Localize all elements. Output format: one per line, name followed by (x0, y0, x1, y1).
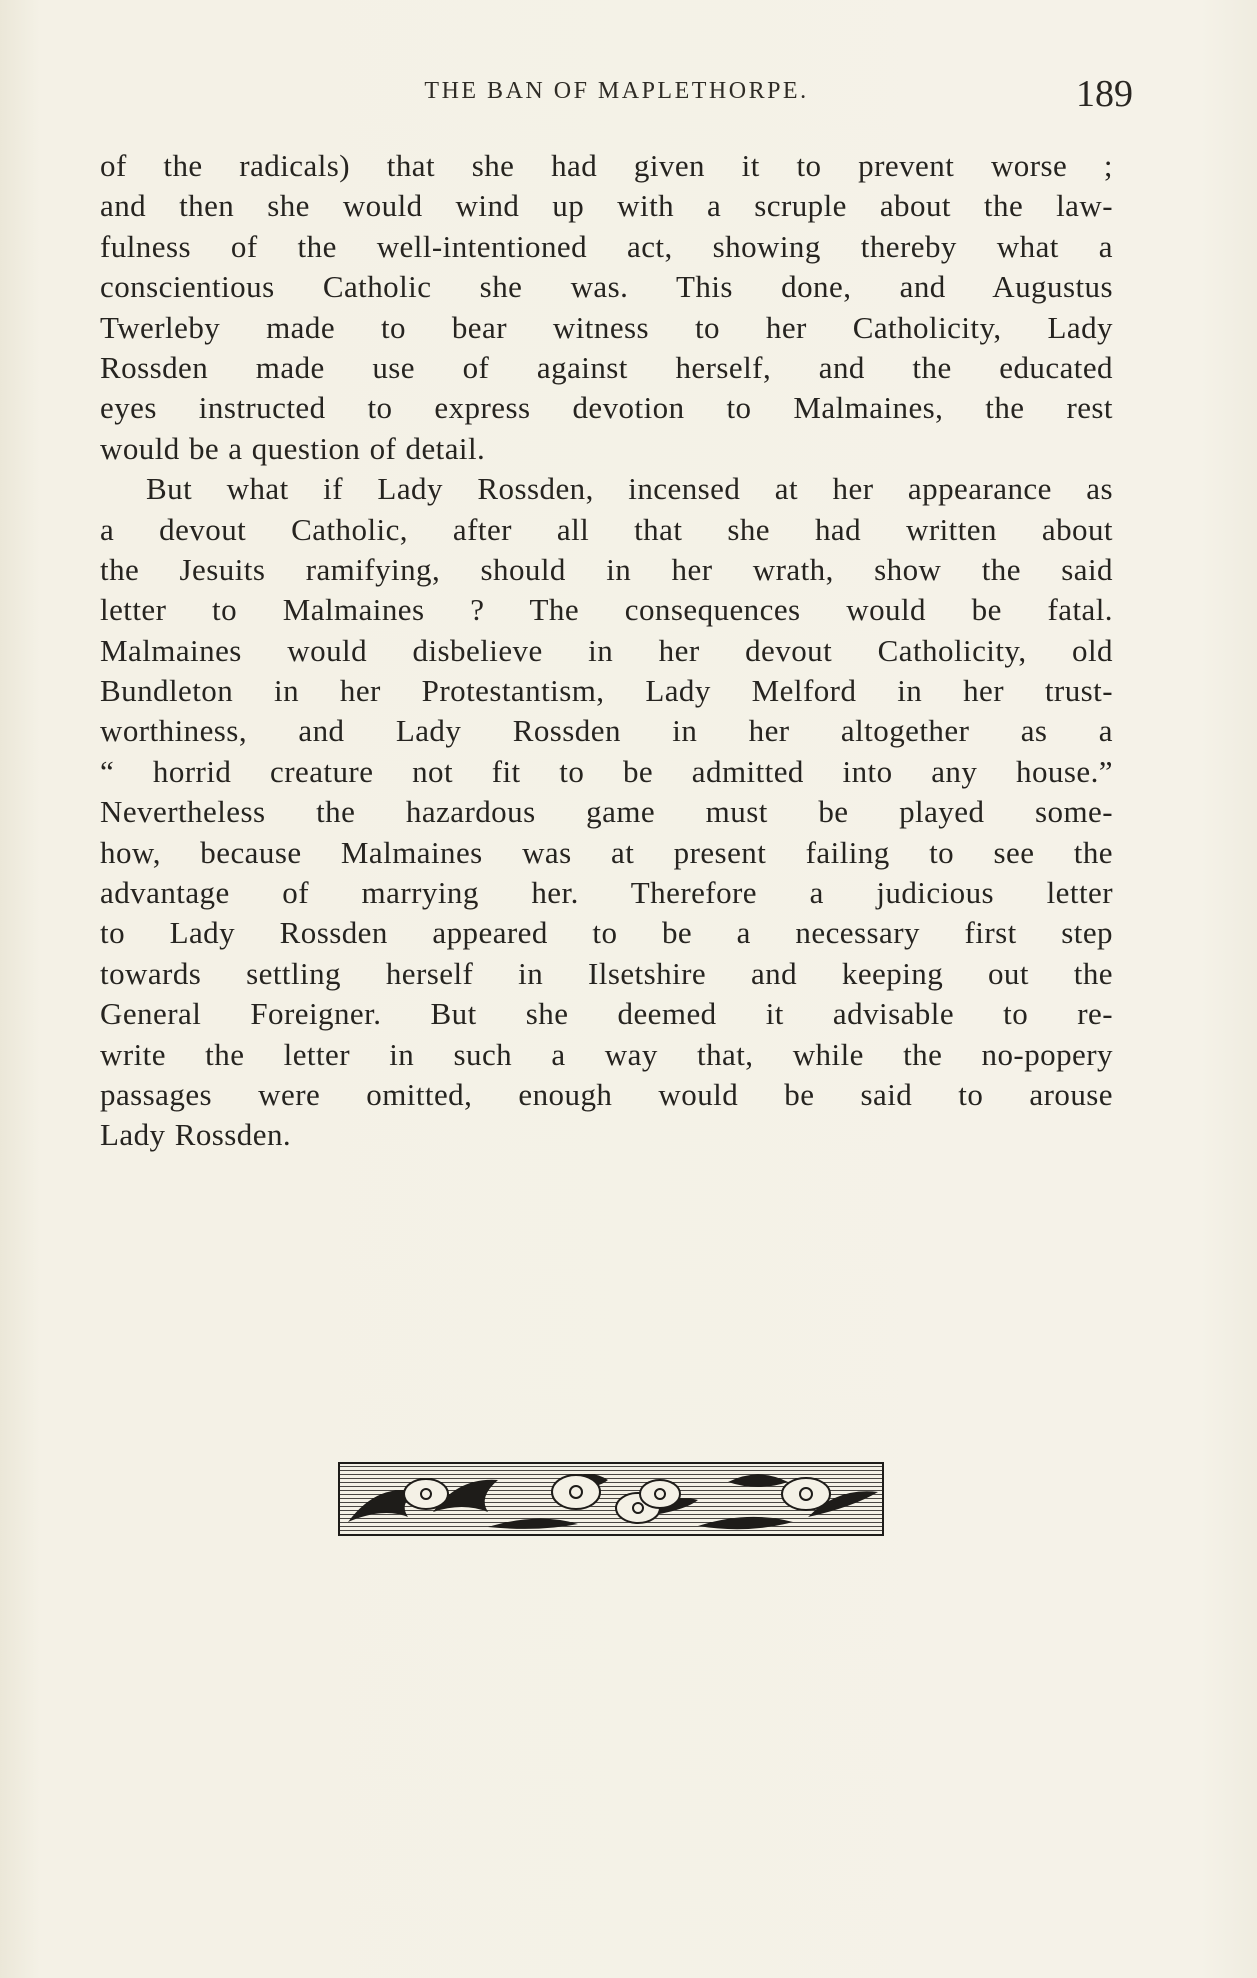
text-line: eyes instructed to express devotion to Malmaines, the rest (100, 390, 1113, 426)
text-line: to Lady Rossden appeared to be a necessary first step (100, 915, 1113, 951)
text-line: Rossden made use of against herself, and the educated (100, 349, 1113, 385)
text-line: would be a question of detail. (100, 430, 486, 466)
text-line: General Foreigner. But she deemed it advisable to re- (100, 996, 1113, 1032)
text-line: write the letter in such a way that, while the no-popery (100, 1036, 1113, 1072)
text-line: letter to Malmaines ? The consequences would be fatal. (100, 592, 1113, 628)
text-line: advantage of marrying her. Therefore a judicious letter (100, 875, 1113, 911)
text-line: the Jesuits ramifying, should in her wrath, show the said (100, 551, 1113, 587)
text-line: a devout Catholic, after all that she had written about (100, 511, 1113, 547)
text-line: how, because Malmaines was at present failing to see the (100, 834, 1113, 870)
text-line: Bundleton in her Protestantism, Lady Melford in her trust- (100, 673, 1113, 709)
text-line: conscientious Catholic she was. This done, and Augustus (100, 269, 1113, 305)
floral-tailpiece-icon (338, 1462, 884, 1536)
page-number: 189 (1076, 73, 1133, 115)
running-head (100, 72, 1133, 115)
body-text (100, 146, 1113, 1156)
text-line: worthiness, and Lady Rossden in her altogether as a (100, 713, 1113, 749)
text-line: and then she would wind up with a scruple about the law- (100, 188, 1113, 224)
text-line: But what if Lady Rossden, incensed at her appearance as (146, 471, 1113, 507)
text-line: Twerleby made to bear witness to her Catholicity, Lady (100, 309, 1113, 345)
text-line: “ horrid creature not fit to be admitted into any house.” (100, 753, 1113, 789)
text-line: of the radicals) that she had given it to prevent worse ; (100, 148, 1113, 183)
text-line: Lady Rossden. (100, 1117, 292, 1153)
text-line: Malmaines would disbelieve in her devout Catholicity, old (100, 632, 1113, 668)
text-line: fulness of the well-intentioned act, showing thereby what a (100, 228, 1113, 264)
running-title: THE BAN OF MAPLETHORPE. (424, 78, 809, 104)
text-line: towards settling herself in Ilsetshire and keeping out the (100, 955, 1113, 991)
text-line: passages were omitted, enough would be said to arouse (100, 1076, 1113, 1112)
text-line: Nevertheless the hazardous game must be played some- (100, 794, 1113, 830)
